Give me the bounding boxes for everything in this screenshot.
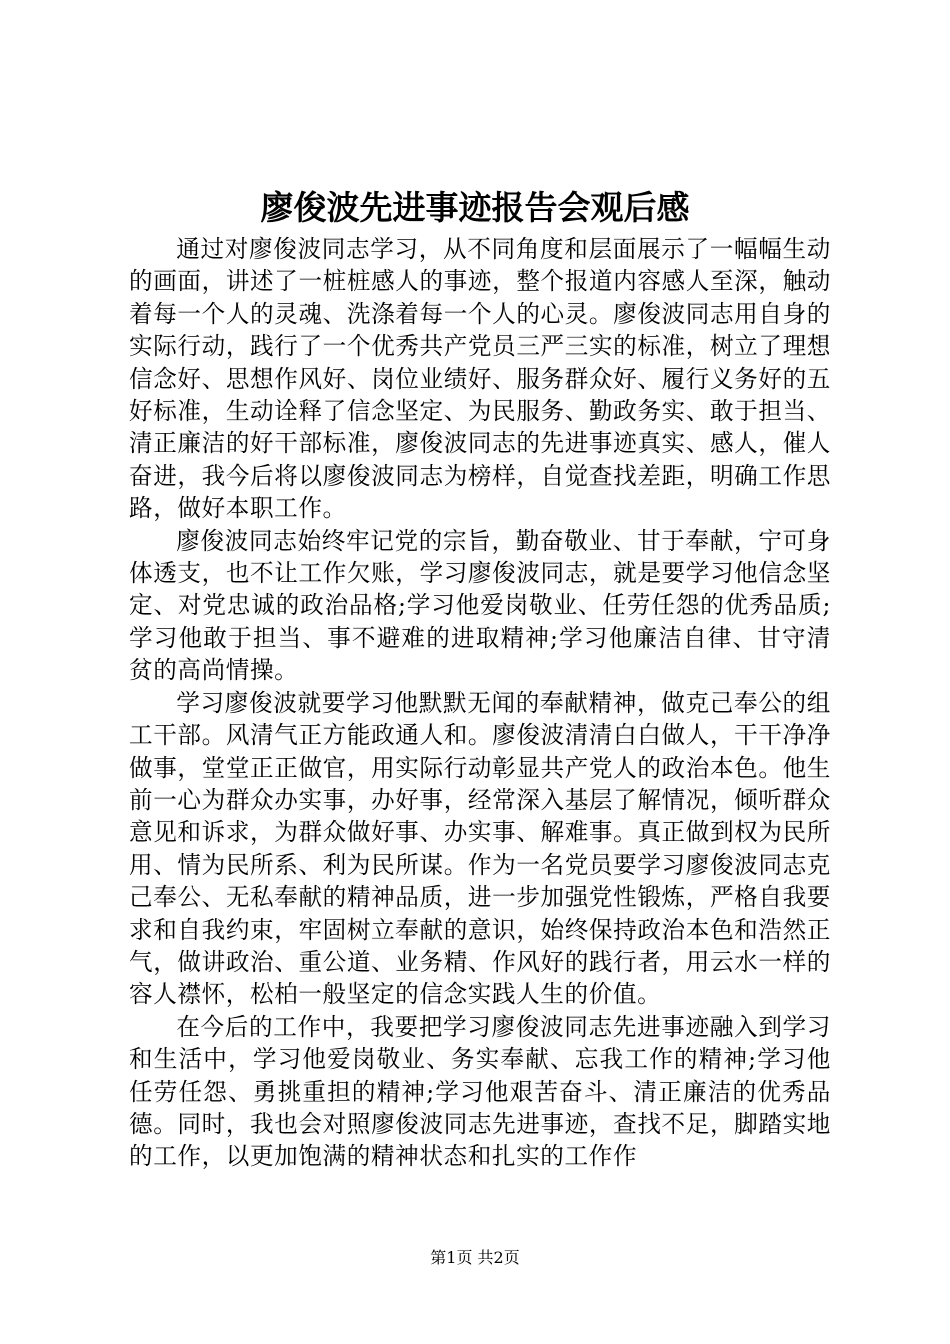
paragraph-2: 廖俊波同志始终牢记党的宗旨，勤奋敬业、甘于奉献，宁可身体透支，也不让工作欠账，学习廖俊波同志，就是要学习他信念坚定、对党忠诚的政治品格;学习他爱岗敬业、任劳任怨的优秀品质;学习他敢于担当、事不避难的进取精神;学习他廉洁自律、甘守清贫的高尚情操。 — [129, 526, 831, 685]
paragraph-1: 通过对廖俊波同志学习，从不同角度和层面展示了一幅幅生动的画面，讲述了一桩桩感人的事迹，整个报道内容感人至深，触动着每一个人的灵魂、洗涤着每一个人的心灵。廖俊波同志用自身的实际行动，践行了一个优秀共产党员三严三实的标准，树立了理想信念好、思想作风好、岗位业绩好、服务群众好、履行义务好的五好标准，生动诠释了信念坚定、为民服务、勤政务实、敢于担当、清正廉洁的好干部标准，廖俊波同志的先进事迹真实、感人，催人奋进，我今后将以廖俊波同志为榜样，自觉查找差距，明确工作思路，做好本职工作。 — [129, 235, 831, 523]
page-footer: 第1页 共2页 — [430, 1248, 520, 1267]
document-title: 廖俊波先进事迹报告会观后感 — [260, 188, 690, 227]
paragraph-4: 在今后的工作中，我要把学习廖俊波同志先进事迹融入到学习和生活中，学习他爱岗敬业、务实奉献、忘我工作的精神;学习他任劳任怨、勇挑重担的精神;学习他艰苦奋斗、清正廉洁的优秀品德。同时，我也会对照廖俊波同志先进事迹，查找不足，脚踏实地的工作，以更加饱满的精神状态和扎实的工作作 — [129, 1012, 831, 1171]
paragraph-3: 学习廖俊波就要学习他默默无闻的奉献精神，做克己奉公的组工干部。风清气正方能政通人和。廖俊波清清白白做人，干干净净做事，堂堂正正做官，用实际行动彰显共产党人的政治本色。他生前一心为群众办实事，办好事，经常深入基层了解情况，倾听群众意见和诉求，为群众做好事、办实事、解难事。真正做到权为民所用、情为民所系、利为民所谋。作为一名党员要学习廖俊波同志克己奉公、无私奉献的精神品质，进一步加强党性锻炼，严格自我要求和自我约束，牢固树立奉献的意识，始终保持政治本色和浩然正气，做讲政治、重公道、业务精、作风好的践行者，用云水一样的容人襟怀，松柏一般坚定的信念实践人生的价值。 — [129, 688, 831, 1009]
document-body — [129, 233, 831, 1173]
